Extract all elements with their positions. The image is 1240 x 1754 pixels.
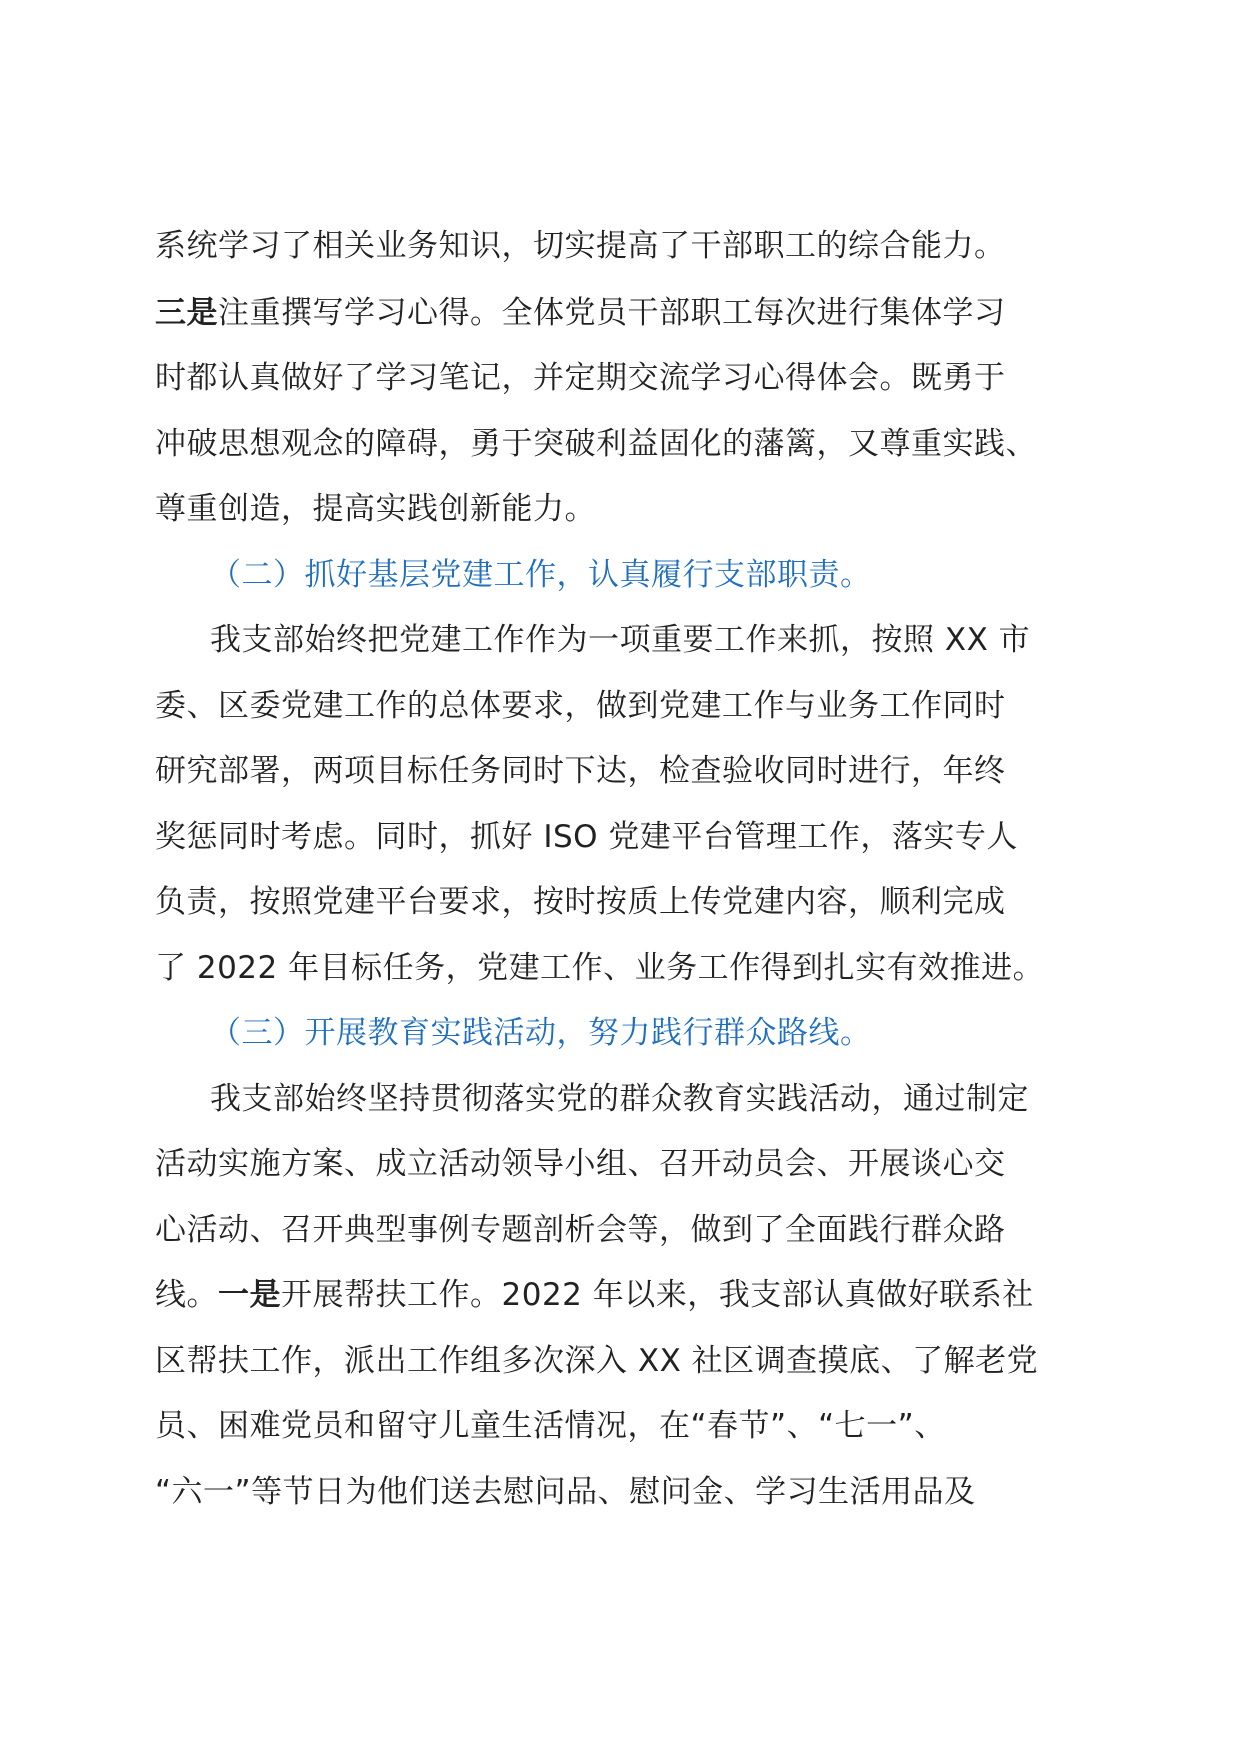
line-text: 研究部署，两项目标任务同时下达，检查验收同时进行，年终: [155, 753, 1006, 789]
line-text: 系统学习了相关业务知识，切实提高了干部职工的综合能力。: [155, 228, 1006, 264]
section-heading: [210, 555, 872, 595]
paragraph-line: [155, 948, 1044, 988]
paragraph-line: [155, 882, 1006, 922]
line-text: 尊重创造，提高实践创新能力。: [155, 491, 596, 527]
paragraph-line: [155, 424, 1037, 464]
paragraph-line: [155, 489, 596, 529]
line-prefix: 线。: [155, 1277, 218, 1313]
paragraph-line: [155, 686, 1006, 726]
line-text: 负责，按照党建平台要求，按时按质上传党建内容，顺利完成: [155, 884, 1006, 920]
line-text: 我支部始终把党建工作作为一项重要工作来抓，按照 XX 市: [210, 622, 1031, 658]
paragraph-line: [155, 1210, 1006, 1250]
line-text: 奖惩同时考虑。同时，抓好 ISO 党建平台管理工作，落实专人: [155, 819, 1018, 855]
paragraph-line: [155, 817, 1018, 857]
line-text: 我支部始终坚持贯彻落实党的群众教育实践活动，通过制定: [210, 1081, 1029, 1117]
line-text: 了 2022 年目标任务，党建工作、业务工作得到扎实有效推进。: [155, 950, 1045, 986]
paragraph-line: [155, 751, 1006, 791]
emphasis-text: 三是: [155, 295, 218, 331]
line-text: 委、区委党建工作的总体要求，做到党建工作与业务工作同时: [155, 688, 1006, 724]
section-heading: [210, 1013, 872, 1053]
heading-text: （三）开展教育实践活动，努力践行群众路线。: [210, 1015, 872, 1051]
line-text: 注重撰写学习心得。全体党员干部职工每次进行集体学习: [218, 295, 1006, 331]
paragraph-line: [155, 1275, 1034, 1315]
paragraph-line: [210, 620, 1030, 660]
line-text: 活动实施方案、成立活动领导小组、召开动员会、开展谈心交: [155, 1146, 1006, 1182]
heading-text: （二）抓好基层党建工作，认真履行支部职责。: [210, 557, 872, 593]
line-text: “六一”等节日为他们送去慰问品、慰问金、学习生活用品及: [155, 1474, 976, 1510]
emphasis-text: 一是: [218, 1277, 281, 1313]
paragraph-line: [155, 1341, 1038, 1381]
paragraph-line: [155, 226, 1006, 266]
paragraph-line: [155, 358, 1006, 398]
line-text: 心活动、召开典型事例专题剖析会等，做到了全面践行群众路: [155, 1212, 1006, 1248]
paragraph-line: [155, 293, 1006, 333]
paragraph-line: [155, 1472, 976, 1512]
line-text: 冲破思想观念的障碍，勇于突破利益固化的藩篱，又尊重实践、: [155, 426, 1037, 462]
line-text: 时都认真做好了学习笔记，并定期交流学习心得体会。既勇于: [155, 360, 1006, 396]
line-text: 开展帮扶工作。2022 年以来，我支部认真做好联系社: [281, 1277, 1034, 1313]
paragraph-line: [155, 1406, 946, 1446]
paragraph-line: [210, 1079, 1029, 1119]
paragraph-line: [155, 1144, 1006, 1184]
line-text: 区帮扶工作，派出工作组多次深入 XX 社区调查摸底、了解老党: [155, 1343, 1039, 1379]
line-text: 员、困难党员和留守儿童生活情况，在“春节”、“七一”、: [155, 1408, 946, 1444]
